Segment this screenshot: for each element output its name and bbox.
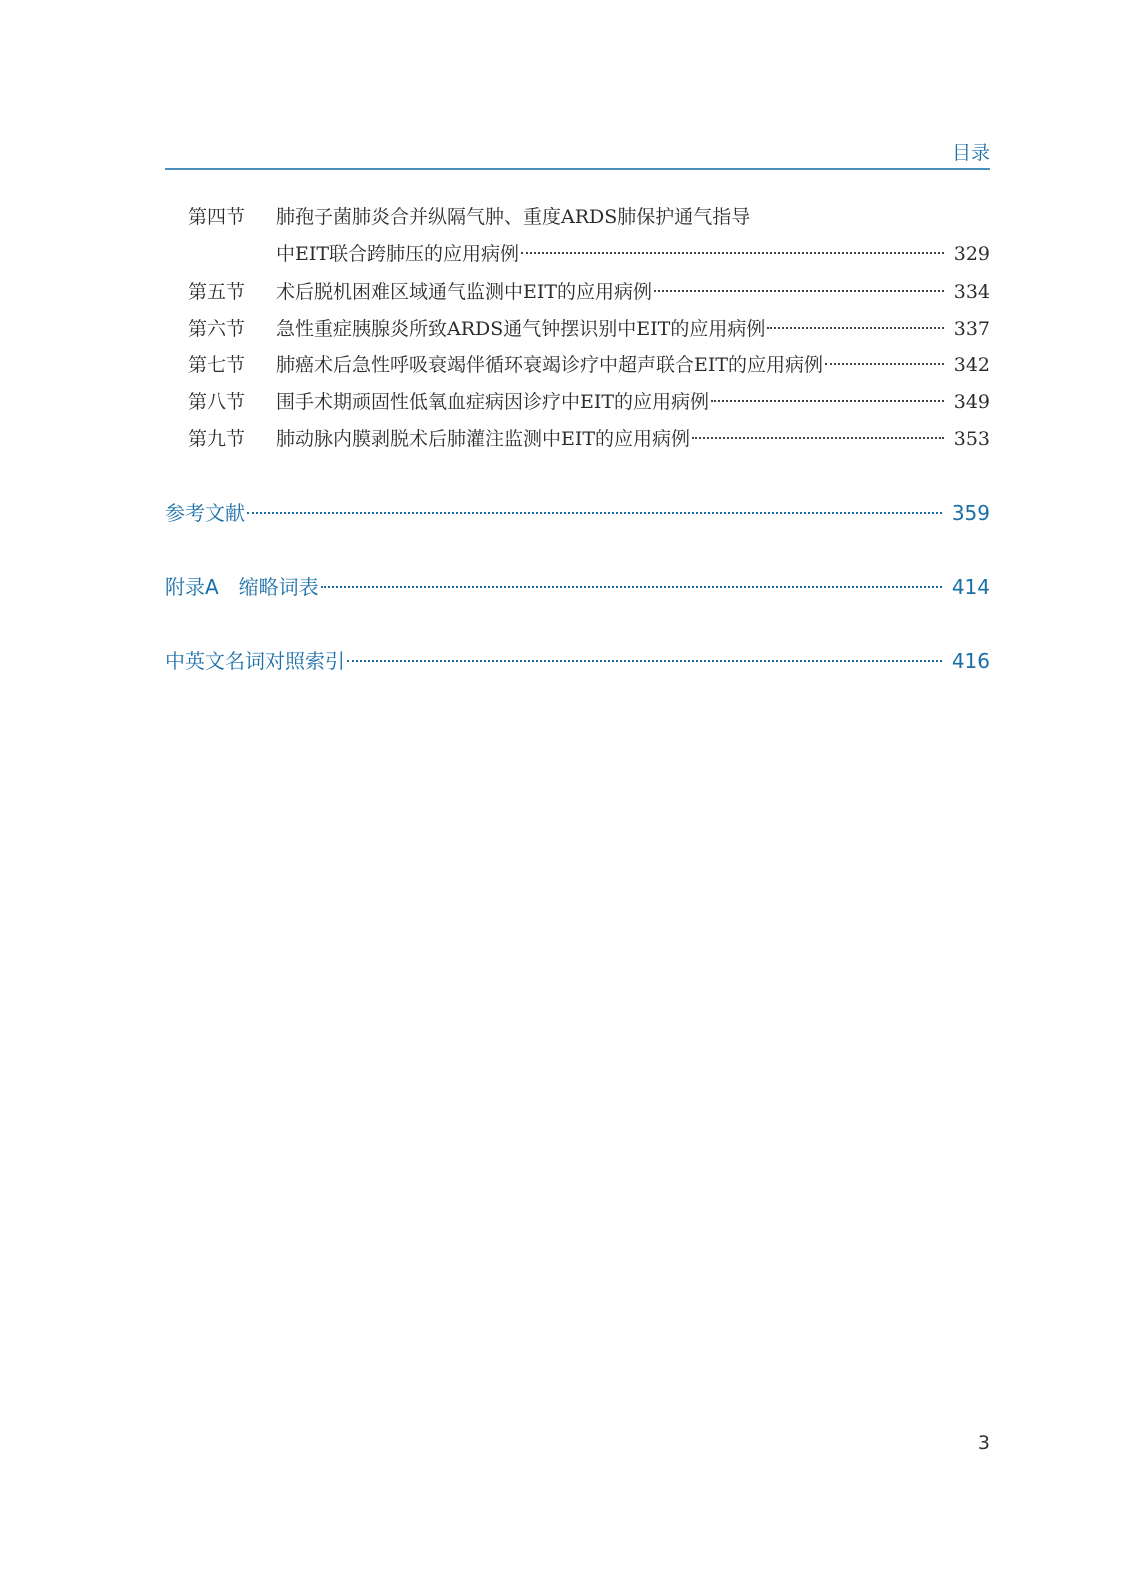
page-number: 334: [953, 281, 990, 303]
toc-entry-references[interactable]: [165, 498, 990, 528]
toc-entry-section-9[interactable]: [188, 424, 990, 454]
page-number: 329: [953, 243, 990, 265]
dot-leader: [654, 290, 944, 292]
page-number: 337: [953, 318, 990, 340]
running-header: [165, 140, 990, 170]
section-title: 术后脱机困难区域通气监测中EIT的应用病例: [276, 281, 653, 303]
dot-leader: [825, 363, 944, 365]
toc-entry-index[interactable]: [165, 646, 990, 676]
toc-entry-section-6[interactable]: [188, 314, 990, 344]
dot-leader: [692, 437, 944, 439]
section-title-line1: 肺孢子菌肺炎合并纵隔气肿、重度ARDS肺保护通气指导: [276, 206, 751, 228]
section-title: 围手术期顽固性低氧血症病因诊疗中EIT的应用病例: [276, 391, 710, 413]
toc-entry-section-8[interactable]: [188, 387, 990, 417]
dot-leader: [247, 512, 942, 514]
page-number: 342: [953, 354, 990, 376]
dot-leader: [711, 400, 944, 402]
toc-entry-section-4[interactable]: [188, 202, 990, 232]
section-title: 肺癌术后急性呼吸衰竭伴循环衰竭诊疗中超声联合EIT的应用病例: [276, 354, 824, 376]
toc-entry-section-7[interactable]: [188, 350, 990, 380]
section-label: 第四节: [188, 206, 246, 228]
section-title-line2: 中EIT联合跨肺压的应用病例: [276, 243, 520, 265]
chapter-title: 附录A 缩略词表: [165, 575, 319, 599]
section-title: 肺动脉内膜剥脱术后肺灌注监测中EIT的应用病例: [276, 428, 691, 450]
dot-leader: [521, 252, 944, 254]
section-label: 第七节: [188, 354, 246, 376]
section-title: 急性重症胰腺炎所致ARDS通气钟摆识别中EIT的应用病例: [276, 318, 766, 340]
dot-leader: [321, 586, 942, 588]
section-label: 第九节: [188, 428, 246, 450]
page-folio: 3: [977, 1432, 990, 1454]
toc-entry-section-5[interactable]: [188, 277, 990, 307]
section-label: 第五节: [188, 281, 246, 303]
section-label: 第八节: [188, 391, 246, 413]
toc-entry-section-4-continued[interactable]: [276, 239, 990, 269]
section-label: 第六节: [188, 318, 246, 340]
page-number: 414: [951, 575, 990, 599]
dot-leader: [347, 660, 942, 662]
chapter-title: 中英文名词对照索引: [165, 649, 345, 673]
dot-leader: [767, 327, 943, 329]
page-number: 353: [953, 428, 990, 450]
chapter-title: 参考文献: [165, 501, 245, 525]
toc-entry-appendix-a[interactable]: [165, 572, 990, 602]
header-title: 目录: [951, 142, 990, 164]
page-number: 349: [953, 391, 990, 413]
page-number: 416: [951, 649, 990, 673]
page-number: 359: [951, 501, 990, 525]
